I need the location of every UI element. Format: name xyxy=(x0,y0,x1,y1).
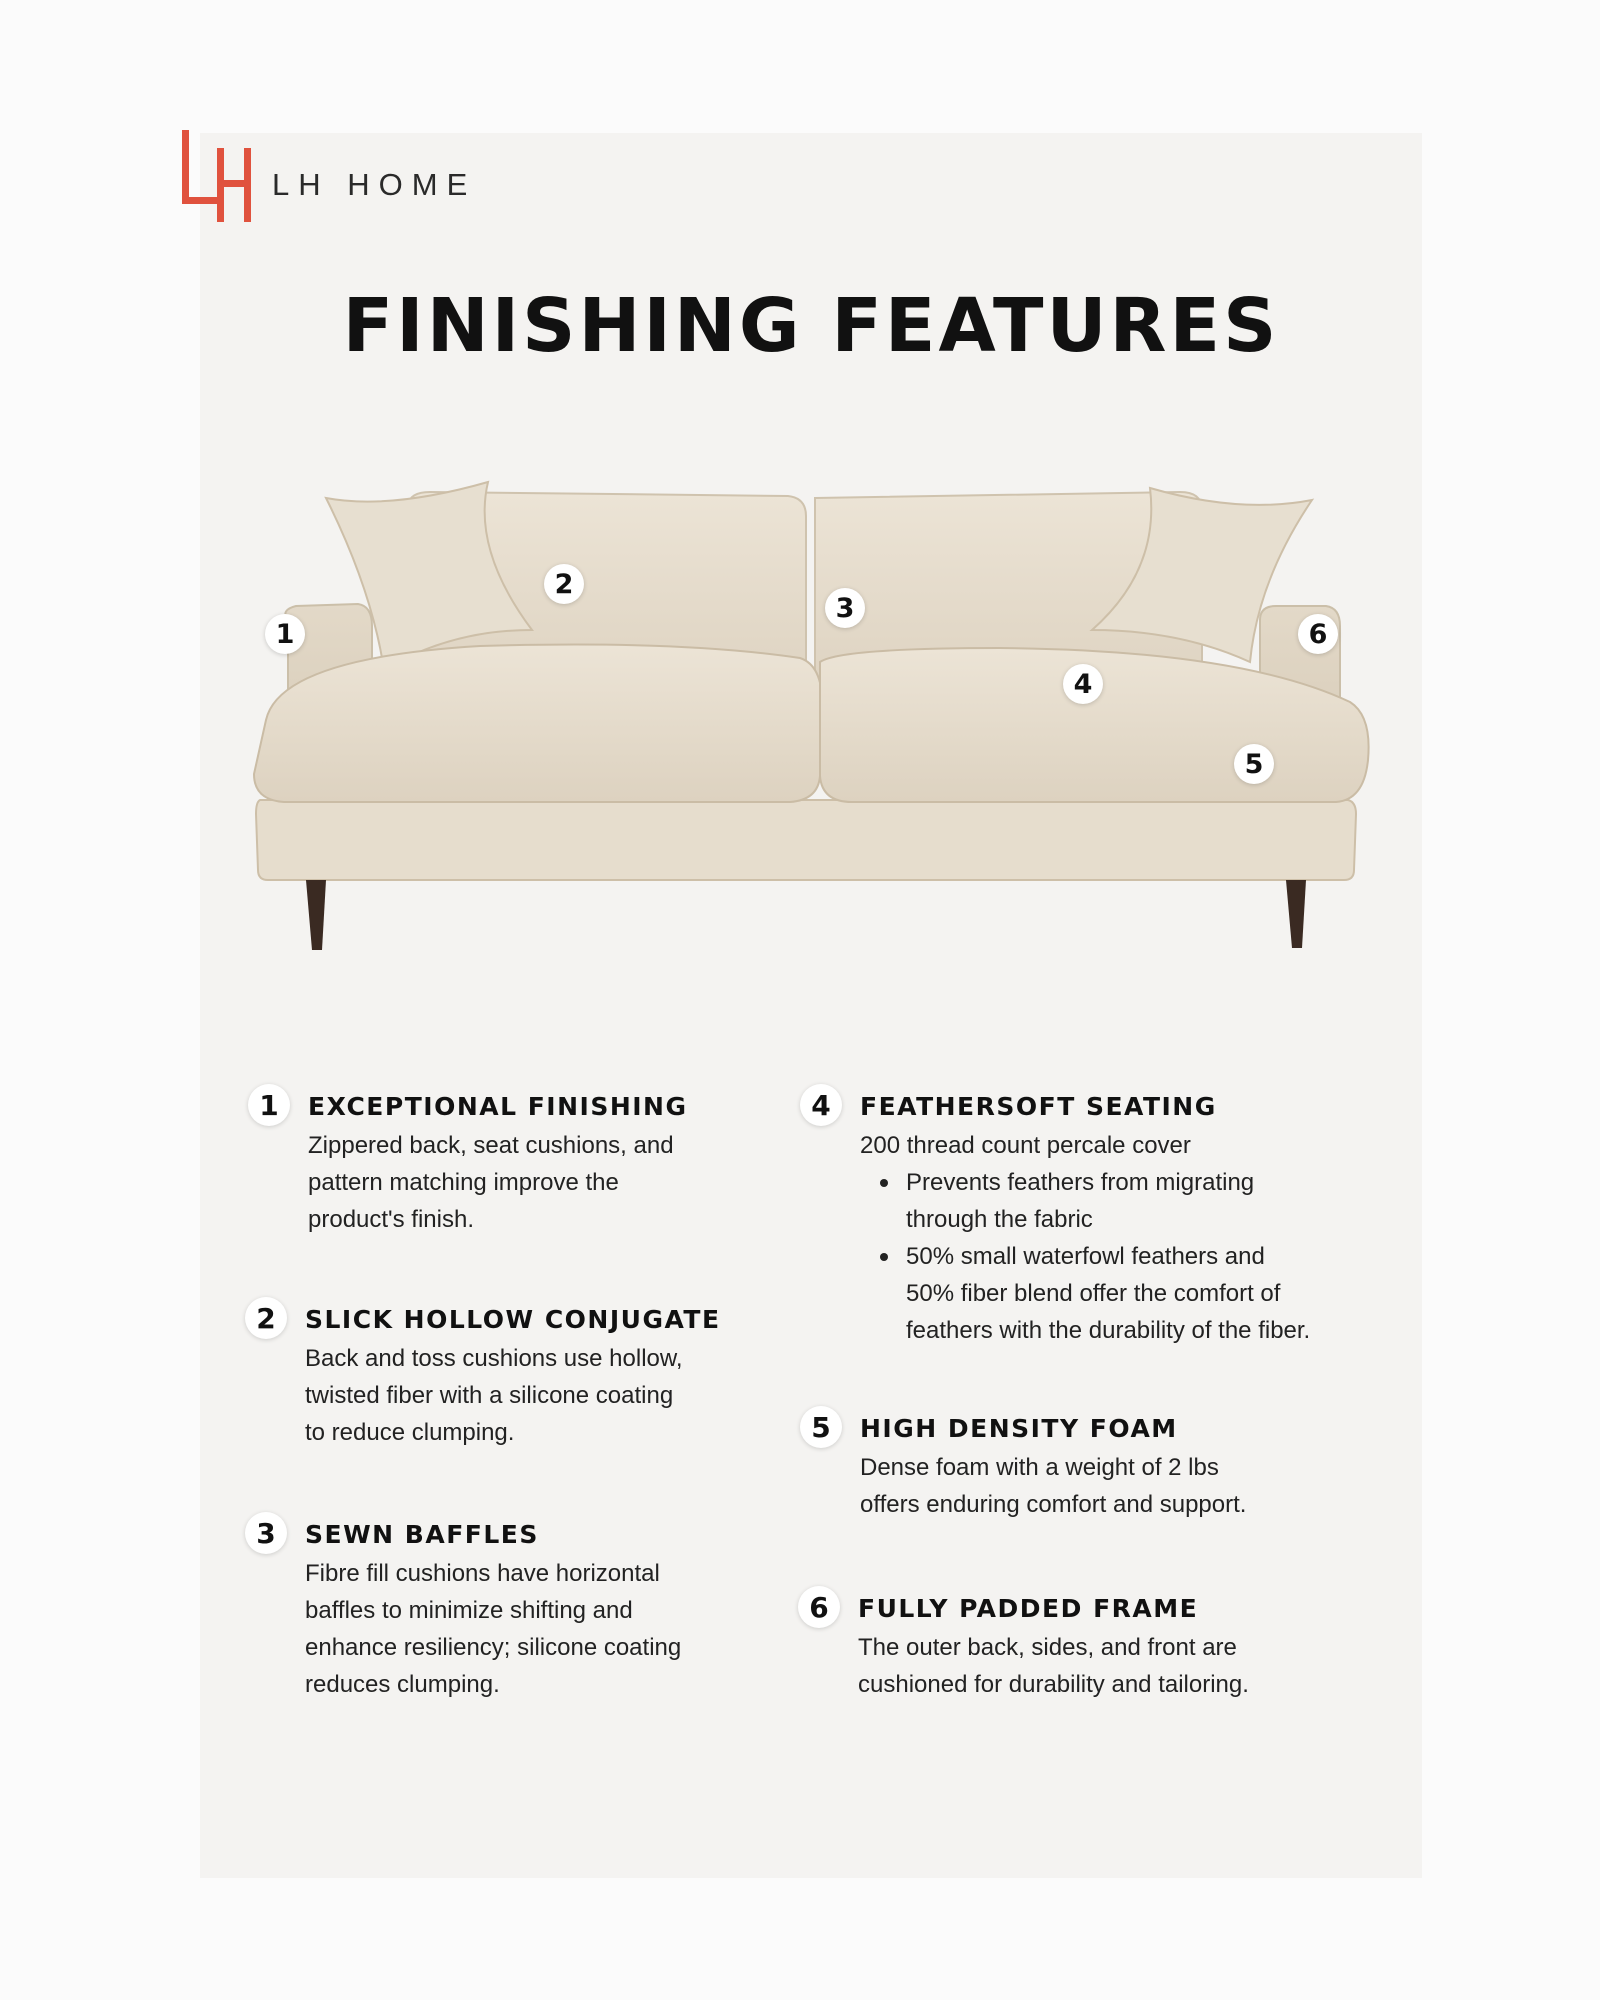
feature-line: The outer back, sides, and front are xyxy=(858,1634,1237,1661)
feature-bullet-line: 50% fiber blend offer the comfort of xyxy=(906,1280,1281,1307)
lh-monogram-icon xyxy=(178,130,252,222)
feature-heading: FEATHERSOFT SEATING xyxy=(860,1092,1217,1121)
page-title: FINISHING FEATURES xyxy=(342,283,1280,369)
feature-bullet-line: through the fabric xyxy=(906,1206,1093,1233)
feature-line: reduces clumping. xyxy=(305,1671,500,1698)
sofa-marker-5: 5 xyxy=(1234,744,1274,784)
feature-heading: EXCEPTIONAL FINISHING xyxy=(308,1092,688,1121)
feature-line: Dense foam with a weight of 2 lbs xyxy=(860,1454,1219,1481)
feature-bullet xyxy=(906,1164,1400,1238)
feature-exceptional-finishing xyxy=(259,1088,828,1238)
feature-bullet-line: 50% small waterfowl feathers and xyxy=(906,1243,1265,1270)
feature-heading: SLICK HOLLOW CONJUGATE xyxy=(305,1305,721,1334)
feature-heading: FULLY PADDED FRAME xyxy=(858,1594,1199,1623)
feature-line: 200 thread count percale cover xyxy=(860,1132,1191,1159)
feature-line: Back and toss cushions use hollow, xyxy=(305,1345,683,1372)
sofa-marker-1: 1 xyxy=(265,614,305,654)
sofa-illustration xyxy=(240,470,1380,970)
feature-line: baffles to minimize shifting and xyxy=(305,1597,633,1624)
feature-high-density-foam xyxy=(811,1410,1380,1523)
feature-bullet-list xyxy=(860,1164,1400,1349)
feature-line: enhance resiliency; silicone coating xyxy=(305,1634,682,1661)
feature-line: product's finish. xyxy=(308,1206,474,1233)
feature-bullet-line: Prevents feathers from migrating xyxy=(906,1169,1255,1196)
sofa-marker-2: 2 xyxy=(544,564,584,604)
feature-line: cushioned for durability and tailoring. xyxy=(858,1671,1249,1698)
brand-logo xyxy=(178,130,476,222)
feature-heading: SEWN BAFFLES xyxy=(305,1520,539,1549)
feature-number: 2 xyxy=(245,1297,287,1339)
feature-line: Fibre fill cushions have horizontal xyxy=(305,1560,660,1587)
feature-number: 5 xyxy=(800,1406,842,1448)
sofa-marker-4: 4 xyxy=(1063,664,1103,704)
feature-line: to reduce clumping. xyxy=(305,1419,515,1446)
brand-name: LH HOME xyxy=(272,167,477,202)
feature-bullet-line: feathers with the durability of the fiber. xyxy=(906,1317,1311,1344)
feature-bullet xyxy=(906,1238,1400,1349)
sofa-marker-6: 6 xyxy=(1298,614,1338,654)
feature-line: pattern matching improve the xyxy=(308,1169,619,1196)
feature-number: 3 xyxy=(245,1512,287,1554)
feature-line: Zippered back, seat cushions, and xyxy=(308,1132,674,1159)
feature-feathersoft-seating xyxy=(811,1088,1400,1349)
feature-number: 6 xyxy=(798,1586,840,1628)
feature-number: 1 xyxy=(248,1084,290,1126)
sofa-marker-3: 3 xyxy=(825,588,865,628)
feature-heading: HIGH DENSITY FOAM xyxy=(860,1414,1178,1443)
feature-slick-hollow-conjugate xyxy=(256,1301,825,1451)
feature-sewn-baffles xyxy=(256,1516,825,1703)
feature-line: twisted fiber with a silicone coating xyxy=(305,1382,674,1409)
feature-line: offers enduring comfort and support. xyxy=(860,1491,1247,1518)
feature-fully-padded-frame xyxy=(809,1590,1378,1703)
feature-number: 4 xyxy=(800,1084,842,1126)
